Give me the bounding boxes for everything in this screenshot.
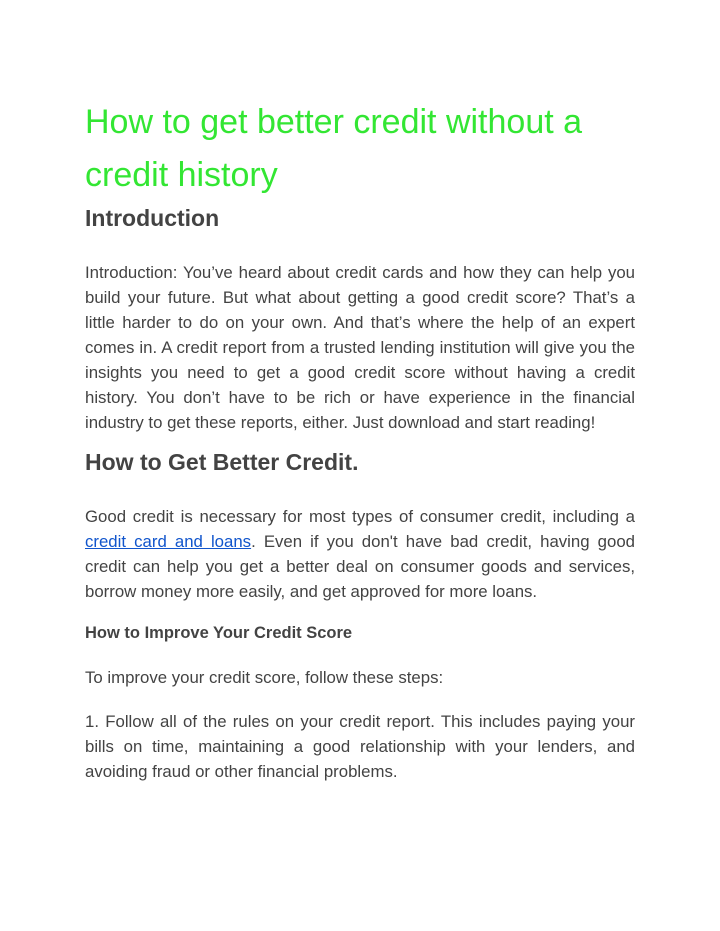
step-1-paragraph: 1. Follow all of the rules on your credit report. This includes paying your bills on time, maintaining a good relationship with your lenders, and avoiding fraud or other financial problems. [85,712,635,781]
document-page [85,96,635,784]
improve-steps-intro: To improve your credit score, follow these steps: [85,668,444,687]
good-credit-text-before-link: Good credit is necessary for most types of consumer credit, including a [85,507,635,526]
introduction-heading: Introduction [85,205,220,231]
improve-credit-score-heading: How to Improve Your Credit Score [85,624,353,642]
credit-card-and-loans-link[interactable]: credit card and loans [85,532,252,551]
introduction-paragraph: Introduction: You’ve heard about credit cards and how they can help you build your future. But what about getting a good credit score? That’s a little harder to do on your own. And that’s where the help of an expert comes in. A credit report from a trusted lending institution will give you the insights you need to get a good credit score without having a credit history. You don’t have to be rich or have experience in the financial industry to get these reports, either. Just download and start reading! [85,263,635,432]
good-credit-paragraph [85,504,635,604]
good-credit-text-after-link: . Even if you don't have bad credit, having good credit can help you get a better deal on consumer goods and services, borrow money more easily, and get approved for more loans. [85,532,635,601]
better-credit-heading: How to Get Better Credit. [85,449,359,475]
document-title: How to get better credit without a credit history [85,103,583,194]
